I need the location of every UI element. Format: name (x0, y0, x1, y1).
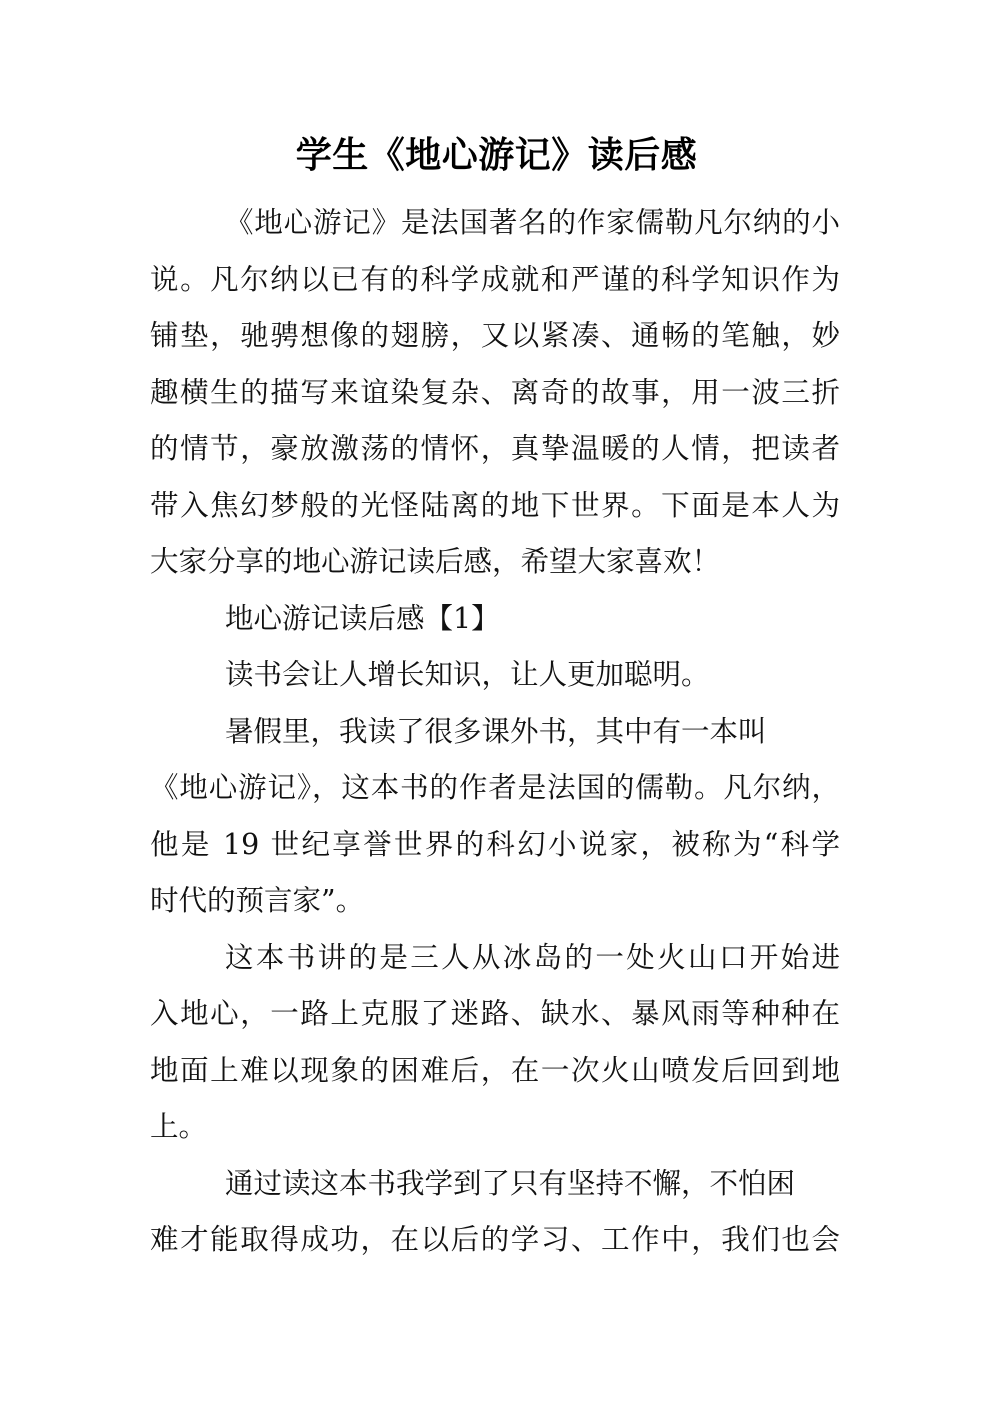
text-line: 读书会让人增长知识，让人更加聪明。 (225, 658, 710, 691)
text-line: 通过读这本书我学到了只有坚持不懈，不怕困 (225, 1166, 796, 1200)
text-line: 大家分享的地心游记读后感，希望大家喜欢！ (150, 545, 721, 578)
text-line: 趣横生的描写来谊染复杂、离奇的故事，用一波三折 (150, 375, 840, 409)
section-heading: 地心游记读后感【1】 (225, 601, 500, 635)
text-line: 《地心游记》是法国著名的作家儒勒凡尔纳的小 (225, 206, 840, 239)
text-line: 暑假里，我读了很多课外书，其中有一本叫 (225, 714, 767, 748)
text-line: 说。凡尔纳以已有的科学成就和严谨的科学知识作为 (150, 262, 840, 296)
text-line: 上。 (150, 1110, 208, 1143)
text-line: 入地心，一路上克服了迷路、缺水、暴风雨等种种在 (150, 997, 840, 1030)
text-line: 地面上难以现象的困难后，在一次火山喷发后回到地 (150, 1053, 840, 1087)
text-line: 的情节，豪放激荡的情怀，真挚温暖的人情，把读者 (150, 432, 840, 465)
text-line: 时代的预言家”。 (150, 884, 365, 917)
text-line: 难才能取得成功，在以后的学习、工作中，我们也会 (150, 1223, 840, 1256)
text-line: 带入焦幻梦般的光怪陆离的地下世界。下面是本人为 (150, 488, 840, 522)
text-line: 这本书讲的是三人从冰岛的一处火山口开始进 (225, 940, 840, 974)
document-title: 学生《地心游记》读后感 (295, 135, 698, 176)
document-body (150, 195, 840, 1269)
text-line: 他是 19 世纪享誉世界的科幻小说家，被称为“科学 (150, 827, 840, 861)
text-line: 《地心游记》，这本书的作者是法国的儒勒。凡尔纳， (150, 771, 840, 804)
text-line: 铺垫，驰骋想像的翅膀，又以紧凑、通畅的笔触，妙 (150, 319, 840, 352)
